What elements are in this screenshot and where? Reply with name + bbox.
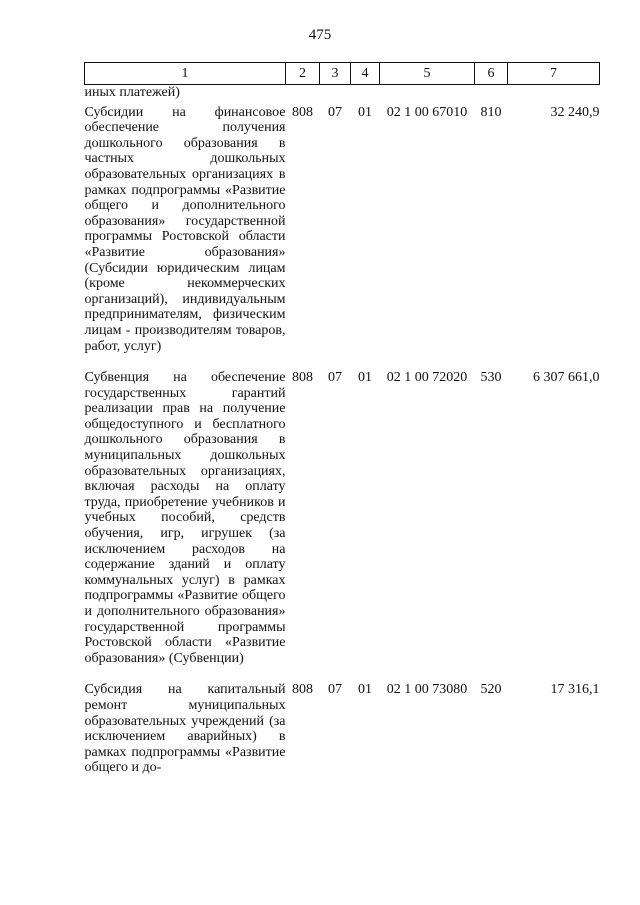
row-ministry: 808 (292, 104, 313, 120)
row-section: 07 (328, 370, 342, 386)
row-amount: 17 316,1 (550, 682, 600, 698)
header-col-5: 5 (380, 63, 475, 85)
row-expense-type: 520 (480, 682, 502, 698)
row-subsection: 01 (358, 104, 372, 120)
table-row (85, 666, 600, 776)
table-header-row (85, 63, 600, 85)
table-row (85, 101, 600, 355)
continuation-row (85, 85, 600, 101)
row-amount: 32 240,9 (550, 104, 600, 120)
row-amount: 6 307 661,0 (533, 370, 600, 386)
row-expense-type: 530 (480, 370, 502, 386)
row-expense-type: 810 (480, 104, 502, 120)
page-number: 475 (308, 27, 332, 43)
budget-table (84, 62, 600, 776)
row-description: Субсидия на капитальный ремонт муниципальных образовательных учреждений (за исключением аварийных) в рамках подпрограммы «Развитие общего и до- (84, 682, 286, 776)
header-col-6: 6 (475, 63, 508, 85)
row-description: Субсидии на финансовое обеспечение получения дошкольного образования в частных дошкольных образовательных организациях в рамках подпрограммы «Развитие общего и дополнительного образования» государственной программы Ростовской области «Развитие образования» (Субсидии юридическим лицам (кроме некоммерческих организаций), индивидуальным предпринимателям, физическим лицам - производителям товаров, работ, услуг) (84, 104, 286, 354)
row-ministry: 808 (292, 370, 313, 386)
row-target-article: 02 1 00 67010 (386, 104, 468, 120)
row-section: 07 (328, 104, 342, 120)
header-col-4: 4 (351, 63, 380, 85)
row-description: Субвенция на обеспечение государственных гарантий реализации прав на получение общедоступного и бесплатного дошкольного образования в муниципальных дошкольных образовательных организациях, включая расходы на оплату труда, приобретение учебников и учебных пособий, средств обучения, игр, игрушек (за исключением расходов на содержание зданий и оплату коммунальных услуг) в рамках подпрограммы «Развитие общего и дополнительного образования» государственной программы Ростовской области «Развитие образования» (Субвенции) (84, 370, 286, 666)
header-col-3: 3 (320, 63, 351, 85)
row-ministry: 808 (292, 682, 313, 698)
continuation-text: иных платежей) (84, 85, 180, 100)
row-target-article: 02 1 00 72020 (386, 370, 468, 386)
header-col-1: 1 (85, 63, 286, 85)
row-target-article: 02 1 00 73080 (386, 682, 468, 698)
table-row (85, 354, 600, 666)
row-section: 07 (328, 682, 342, 698)
row-subsection: 01 (358, 370, 372, 386)
header-col-2: 2 (286, 63, 320, 85)
header-col-7: 7 (508, 63, 600, 85)
row-subsection: 01 (358, 682, 372, 698)
